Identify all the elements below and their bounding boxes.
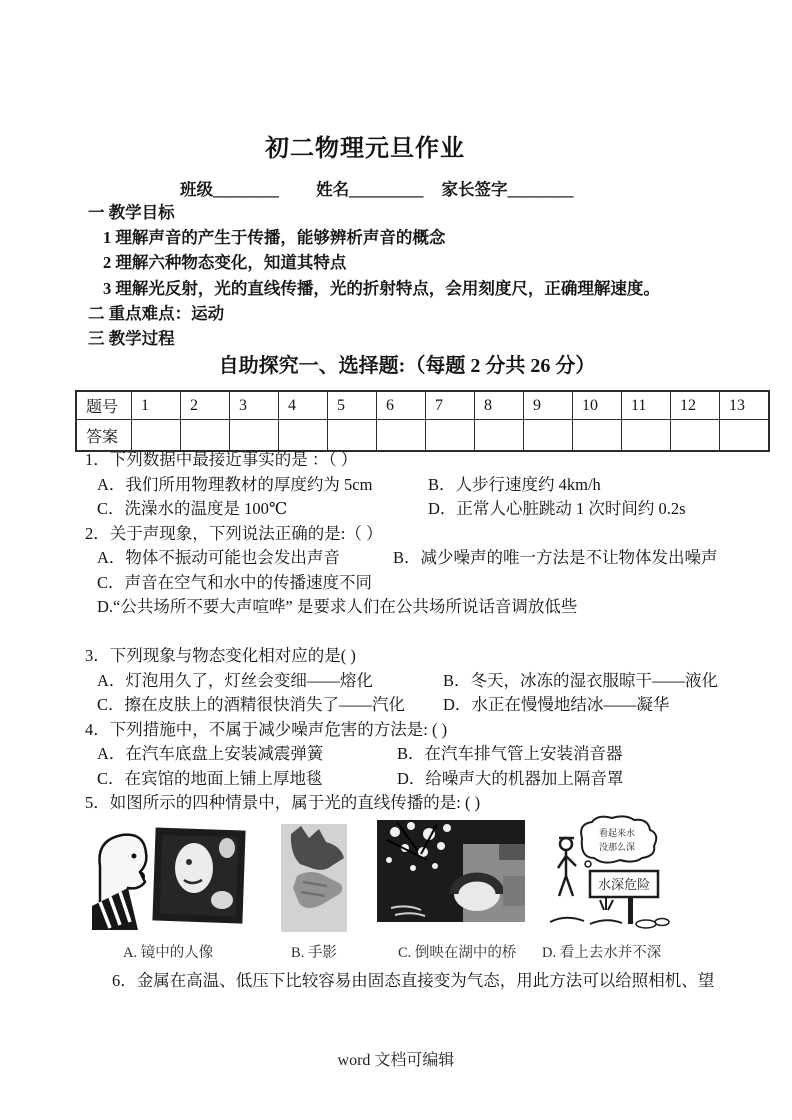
answer-table bbox=[75, 390, 770, 452]
question-number-cell: 5 bbox=[328, 391, 377, 420]
question-number-cell: 6 bbox=[377, 391, 426, 420]
question-6-stem: 6．金属在高温、低压下比较容易由固态直接变为气态，用此方法可以给照相机、望 bbox=[112, 971, 715, 990]
option-4c: C．在宾馆的地面上铺上厚地毯 bbox=[97, 768, 323, 788]
name-blank-field: 姓名_________ bbox=[316, 180, 424, 199]
question-number-cell: 9 bbox=[524, 391, 573, 420]
answer-cell bbox=[671, 420, 720, 452]
question-number-cell: 2 bbox=[181, 391, 230, 420]
option-3a: A．灯泡用久了，灯丝会变细——熔化 bbox=[97, 670, 373, 690]
question-number-cell: 7 bbox=[426, 391, 475, 420]
question-1-row-cd bbox=[85, 497, 750, 522]
caption-water-depth: D. 看上去水并不深 bbox=[542, 945, 662, 961]
question-number-cell: 8 bbox=[475, 391, 524, 420]
question-1-stem: 1．下列数据中最接近事实的是 ：（ ） bbox=[85, 450, 358, 469]
option-1b: B．人步行速度约 4km/h bbox=[428, 474, 601, 494]
question-4-stem: 4．下列措施中，不属于减少噪声危害的方法是: ( ) bbox=[85, 719, 448, 739]
answer-cell bbox=[230, 420, 279, 452]
question-3-row-cd bbox=[85, 693, 750, 718]
option-4a: A．在汽车底盘上安装减震弹簧 bbox=[97, 744, 324, 763]
answer-table-header-row bbox=[76, 391, 769, 420]
answer-cell bbox=[720, 420, 770, 452]
answer-table-answer-row bbox=[76, 420, 769, 452]
option-3c: C．擦在皮肤上的酒精很快消失了——汽化 bbox=[97, 695, 406, 714]
goals-heading: 一 教学目标 bbox=[88, 203, 175, 222]
goal-1: 1 理解声音的产生于传播，能够辨析声音的概念 bbox=[103, 228, 446, 248]
warning-sign-text: 水深危险 bbox=[597, 877, 651, 892]
option-1c: C．洗澡水的温度是 100℃ bbox=[97, 499, 288, 518]
answer-cell bbox=[573, 420, 622, 452]
teaching-objectives bbox=[88, 200, 748, 351]
figure-mirror-portrait bbox=[92, 826, 248, 930]
answer-cell bbox=[328, 420, 377, 452]
question-2-row-ab bbox=[85, 546, 750, 571]
figure-bridge-reflection bbox=[377, 820, 525, 922]
question-5-stem: 5．如图所示的四种情景中，属于光的直线传播的是: ( ) bbox=[85, 793, 481, 812]
question-2-row-c bbox=[85, 571, 750, 596]
goal-2: 2 理解六种物态变化，知道其特点 bbox=[103, 253, 347, 273]
parent-signature-field: 家长签字________ bbox=[441, 180, 574, 199]
blank-line bbox=[85, 620, 750, 645]
question-number-cell: 10 bbox=[573, 391, 622, 420]
questions-section bbox=[85, 448, 750, 816]
question-number-cell: 1 bbox=[132, 391, 181, 420]
question-3-row-ab bbox=[85, 669, 750, 694]
question-number-cell: 13 bbox=[720, 391, 770, 420]
footer-watermark: word 文档可编辑 bbox=[337, 1052, 455, 1069]
question-number-cell: 3 bbox=[230, 391, 279, 420]
header-fields bbox=[180, 176, 574, 200]
answer-cell bbox=[377, 420, 426, 452]
answer-cell bbox=[132, 420, 181, 452]
option-3d: D．水正在慢慢地结冰——凝华 bbox=[443, 695, 670, 714]
option-2d: D.“公共场所不要大声喧哗” 是要求人们在公共场所说话音调放低些 bbox=[97, 597, 578, 616]
thought-text-line2: 没那么深 bbox=[598, 842, 636, 852]
question-number-cell: 4 bbox=[279, 391, 328, 420]
answer-cell bbox=[475, 420, 524, 452]
figure-hand-shadow bbox=[281, 824, 347, 932]
option-1a: A．我们所用物理教材的厚度约为 5cm bbox=[97, 474, 373, 494]
question-number-cell: 11 bbox=[622, 391, 671, 420]
row-label-answers: 答案 bbox=[76, 420, 132, 452]
answer-cell bbox=[622, 420, 671, 452]
option-4b: B．在汽车排气管上安装消音器 bbox=[397, 744, 623, 763]
answer-cell bbox=[426, 420, 475, 452]
answer-cell bbox=[524, 420, 573, 452]
question-number-cell: 12 bbox=[671, 391, 720, 420]
caption-mirror: A. 镜中的人像 bbox=[123, 945, 214, 961]
question-2-stem: 2．关于声现象，下列说法正确的是:（ ） bbox=[85, 523, 383, 543]
option-2a: A．物体不振动可能也会发出声音 bbox=[97, 548, 340, 567]
answer-cell bbox=[181, 420, 230, 452]
row-label-numbers: 题号 bbox=[76, 391, 132, 420]
option-2c: C．声音在空气和水中的传播速度不同 bbox=[97, 572, 373, 592]
option-1d: D．正常人心脏跳动 1 次时间约 0.2s bbox=[428, 499, 686, 518]
process-heading: 三 教学过程 bbox=[88, 329, 175, 349]
question-4-row-cd bbox=[85, 767, 750, 792]
thought-cloud bbox=[581, 816, 656, 862]
class-blank-field: 班级________ bbox=[180, 180, 279, 199]
thought-text-line1: 看起来水 bbox=[598, 828, 636, 838]
quiz-section-heading: 自助探究一、选择题:（每题 2 分共 26 分） bbox=[218, 355, 596, 377]
answer-cell bbox=[279, 420, 328, 452]
question-4-row-ab bbox=[85, 742, 750, 767]
question-1-row-ab bbox=[85, 473, 750, 498]
figure-water-depth-warning bbox=[546, 814, 671, 930]
option-2b: B．减少噪声的唯一方法是不让物体发出噪声 bbox=[393, 548, 718, 567]
page-title: 初二物理元旦作业 bbox=[265, 136, 465, 162]
goal-3: 3 理解光反射，光的直线传播，光的折射特点，会用刻度尺，正确理解速度。 bbox=[103, 278, 660, 298]
key-points-heading: 二 重点难点：运动 bbox=[88, 303, 225, 323]
caption-bridge: C. 倒映在湖中的桥 bbox=[398, 945, 517, 961]
option-4d: D．给噪声大的机器加上隔音罩 bbox=[397, 768, 624, 788]
caption-hand-shadow: B. 手影 bbox=[291, 945, 337, 961]
option-3b: B．冬天，冰冻的湿衣服晾干——液化 bbox=[443, 670, 719, 690]
question-3-stem: 3．下列现象与物态变化相对应的是( ) bbox=[85, 646, 356, 665]
question-2-row-d bbox=[85, 595, 750, 620]
